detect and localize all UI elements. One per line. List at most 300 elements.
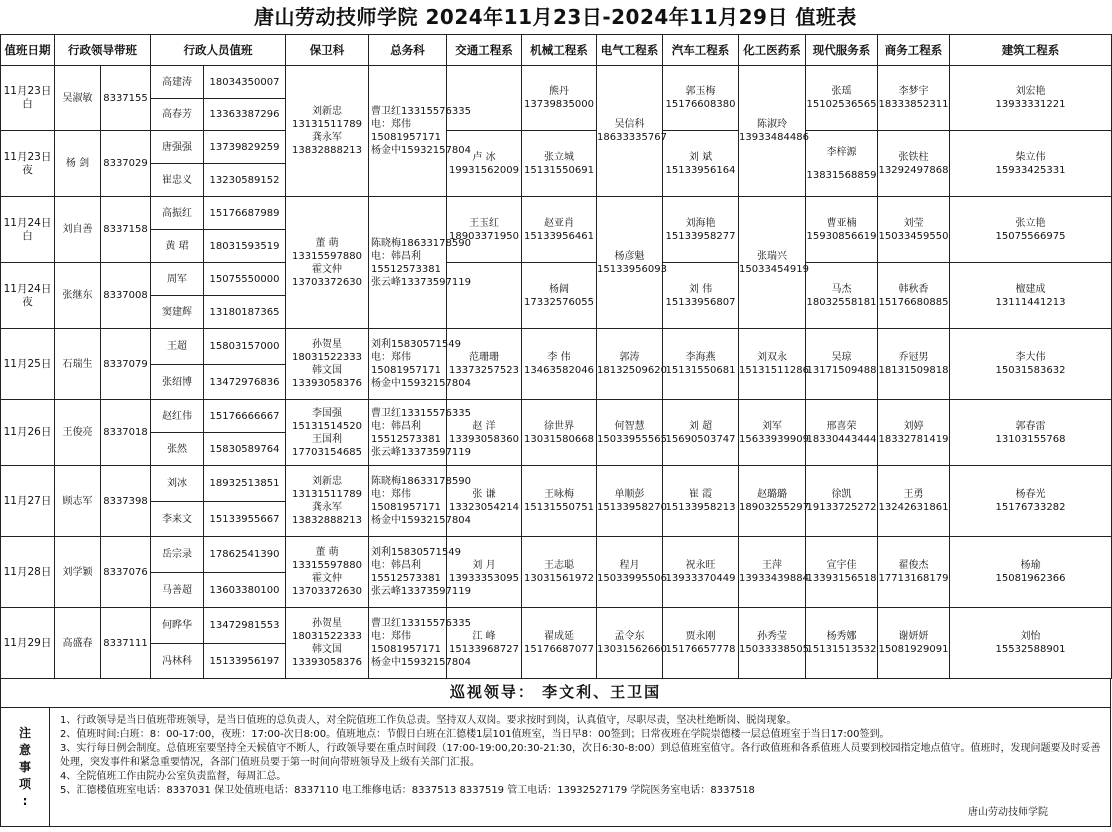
cell-line: 陈晓梅18633178590 — [371, 237, 471, 249]
cell-line: 李梓源 — [826, 146, 857, 158]
general-affairs-duty — [369, 66, 471, 197]
cell-line: 15081962366 — [995, 573, 1066, 584]
cell-line: 15131550751 — [524, 502, 594, 513]
cell-line: 11月24日 — [3, 282, 52, 295]
cell-line: 刘海艳 — [685, 217, 716, 229]
staff-name: 崔忠义 — [151, 164, 204, 197]
department-duty — [950, 537, 1112, 608]
department-duty — [950, 197, 1112, 263]
duty-date — [1, 197, 55, 263]
staff-phone: 15176666667 — [204, 400, 286, 433]
cell-line: 刘宏艳 — [1015, 86, 1046, 97]
department-duty — [522, 608, 597, 679]
cell-line: 曹卫红13315576335 — [371, 407, 471, 419]
cell-line: 崔 霞 — [688, 489, 713, 500]
cell-line: 15081957171 — [371, 502, 441, 513]
security-duty — [286, 66, 369, 197]
leader-name: 刘学颖 — [55, 537, 101, 608]
column-header: 建筑工程系 — [950, 35, 1112, 66]
column-header: 保卫科 — [286, 35, 369, 66]
staff-name: 高振红 — [151, 197, 204, 230]
column-header: 化工医药系 — [739, 35, 806, 66]
security-duty — [286, 466, 369, 537]
department-duty — [663, 466, 739, 537]
cell-line: 13933484486 — [739, 132, 809, 143]
staff-name: 冯林科 — [151, 644, 204, 679]
cell-line: 13463582046 — [524, 365, 594, 376]
cell-line: 李海燕 — [685, 352, 716, 363]
cell-line: 15176657778 — [665, 644, 736, 655]
cell-line: 曹亚楠 — [826, 217, 857, 229]
leader-phone: 8337079 — [101, 329, 151, 400]
department-duty — [663, 329, 739, 400]
cell-line: 13373257523 — [449, 365, 519, 376]
staff-phone: 13603380100 — [204, 573, 286, 608]
cell-line: 18032558181 — [806, 296, 877, 308]
staff-phone: 15830589764 — [204, 433, 286, 466]
department-duty — [950, 66, 1112, 131]
cell-line: 15133956093 — [597, 263, 667, 275]
staff-name: 周军 — [151, 263, 204, 296]
department-duty — [663, 537, 739, 608]
staff-name: 窦建辉 — [151, 296, 204, 329]
cell-line: 18333852311 — [878, 99, 949, 110]
cell-line: 孟令东 — [614, 631, 645, 642]
department-duty — [806, 608, 878, 679]
cell-line: 电：韩昌利 — [371, 420, 421, 432]
cell-line: 11月23日 — [3, 85, 52, 97]
table-row — [1, 197, 1112, 230]
cell-line: 13031562660 — [597, 644, 667, 655]
department-duty — [950, 466, 1112, 537]
cell-line: 刘利15830571549 — [371, 547, 461, 558]
cell-line: 张瑞兴 — [757, 250, 787, 262]
cell-line: 吴信科 — [614, 119, 645, 130]
cell-line: 电：韩昌利 — [371, 560, 421, 571]
leader-name: 顾志军 — [55, 466, 101, 537]
notes-label-char: : — [22, 793, 28, 808]
leader-phone: 8337008 — [101, 263, 151, 329]
security-duty — [286, 537, 369, 608]
column-header: 行政人员值班 — [151, 35, 286, 66]
cell-line: 韩秋香 — [898, 283, 929, 295]
department-duty — [878, 466, 950, 537]
department-duty — [806, 466, 878, 537]
cell-line: 15081957171 — [371, 365, 441, 376]
column-header: 行政领导带班 — [55, 35, 151, 66]
cell-line: 18903371950 — [449, 230, 519, 242]
department-duty — [950, 329, 1112, 400]
cell-line: 郭玉梅 — [685, 86, 716, 97]
cell-line: 15512573381 — [371, 263, 441, 275]
cell-line: 范珊珊 — [469, 352, 499, 363]
cell-line: 15690503747 — [665, 433, 736, 445]
cell-line: 霍文仲 — [312, 263, 342, 275]
cell-line: 赵亚肖 — [544, 217, 574, 229]
cell-line: 王玉红 — [469, 217, 499, 229]
cell-line: 杨金中15932157804 — [371, 515, 471, 526]
leader-phone: 8337018 — [101, 400, 151, 466]
cell-line: 翟成延 — [544, 631, 574, 642]
column-header: 商务工程系 — [878, 35, 950, 66]
duty-date — [1, 400, 55, 466]
cell-line: 刘利15830571549 — [371, 339, 461, 350]
cell-line: 杨阔 — [549, 283, 569, 295]
cell-line: 韩文国 — [312, 365, 342, 376]
department-duty — [522, 66, 597, 131]
cell-line: 刘 月 — [472, 560, 496, 571]
cell-line: 何智慧 — [614, 420, 645, 432]
cell-line: 15075566975 — [995, 230, 1066, 242]
department-duty — [806, 329, 878, 400]
cell-line: 13933353095 — [449, 573, 519, 584]
leader-name: 石瑞生 — [55, 329, 101, 400]
staff-name: 唐强强 — [151, 131, 204, 164]
cell-line: 15033955565 — [597, 433, 667, 445]
notes-label — [1, 708, 50, 826]
staff-phone: 15133955667 — [204, 502, 286, 537]
cell-line: 19133725272 — [806, 502, 877, 513]
cell-line: 陈淑玲 — [757, 119, 787, 130]
department-duty — [878, 608, 950, 679]
cell-line: 杨金中15932157804 — [371, 145, 471, 156]
department-duty — [878, 400, 950, 466]
security-duty — [286, 329, 369, 400]
cell-line: 13315597880 — [292, 560, 362, 571]
cell-line: 张云峰13373597119 — [371, 446, 471, 458]
department-duty — [806, 131, 878, 197]
cell-line: 江 峰 — [472, 631, 496, 642]
leader-name: 张继东 — [55, 263, 101, 329]
cell-line: 祝永旺 — [685, 560, 716, 571]
column-header: 汽车工程系 — [663, 35, 739, 66]
cell-line: 18132509620 — [597, 365, 667, 376]
table-row — [1, 537, 1112, 573]
department-duty — [739, 466, 809, 537]
department-duty — [950, 608, 1112, 679]
cell-line: 白 — [22, 229, 33, 242]
cell-line: 孙贺星 — [312, 618, 342, 629]
cell-line: 13393058376 — [292, 657, 362, 668]
cell-line: 陈晓梅18633178590 — [371, 476, 471, 487]
cell-line: 董 萌 — [315, 547, 339, 558]
cell-line: 15133956461 — [524, 230, 594, 242]
note-item: 2、值班时间:白班：8：00-17:00，夜班：17:00-次日8:00。值班地点：节假日白班在汇德楼1层101值班室，当日早8：00签到；日常夜班在学院崇德楼一层总值班室于当日17:00签到。 — [60, 729, 890, 740]
department-duty — [806, 537, 878, 608]
general-affairs-duty — [369, 537, 471, 608]
cell-line: 13242631861 — [878, 502, 949, 513]
staff-phone: 15176687989 — [204, 197, 286, 230]
general-affairs-duty — [369, 400, 471, 466]
cell-line: 张瑶 — [831, 86, 852, 97]
notes-label-char: 事 — [18, 759, 31, 774]
cell-line: 王国利 — [312, 433, 342, 445]
department-duty — [878, 263, 950, 329]
leader-name: 杨 剑 — [55, 131, 101, 197]
department-duty — [878, 197, 950, 263]
cell-line: 刘 斌 — [688, 151, 713, 163]
notes-body — [50, 708, 1110, 826]
cell-line: 17713168179 — [878, 573, 949, 584]
cell-line: 刘 伟 — [688, 283, 713, 295]
cell-line: 15176608380 — [665, 99, 736, 110]
cell-line: 杨金中15932157804 — [371, 378, 471, 389]
cell-line: 邢喜荣 — [826, 420, 857, 432]
cell-line: 19931562009 — [449, 164, 519, 176]
cell-line: 15933425331 — [995, 164, 1066, 176]
department-duty — [663, 197, 739, 263]
cell-line: 15131514520 — [292, 420, 362, 432]
cell-line: 檀建成 — [1015, 283, 1046, 295]
cell-line: 刘双永 — [757, 352, 787, 363]
cell-line: 张 谦 — [472, 489, 496, 500]
cell-line: 15176680885 — [878, 296, 949, 308]
cell-line — [806, 159, 877, 169]
staff-name: 李来文 — [151, 502, 204, 537]
cell-line: 11月25日 — [3, 357, 52, 370]
cell-line: 15633939909 — [739, 433, 809, 445]
cell-line: 龚永军 — [312, 132, 342, 143]
cell-line: 15033995506 — [597, 573, 667, 584]
footer-school-name: 唐山劳动技师学院 — [968, 807, 1048, 818]
cell-line: 13171509488 — [806, 365, 877, 376]
cell-line: 15131513532 — [806, 644, 877, 655]
staff-phone: 13180187365 — [204, 296, 286, 329]
department-duty — [522, 466, 597, 537]
cell-line: 15131511286 — [739, 365, 809, 376]
cell-line: 13832888213 — [292, 145, 362, 156]
cell-line: 卢 冰 — [472, 151, 496, 163]
cell-line: 13111441213 — [995, 296, 1066, 308]
cell-line: 15131550691 — [524, 164, 594, 176]
department-duty — [522, 263, 597, 329]
department-duty — [597, 197, 667, 329]
cell-line: 张云峰13373597119 — [371, 586, 471, 597]
duty-date — [1, 66, 55, 131]
page-title: 唐山劳动技师学院 2024年11月23日-2024年11月29日 值班表 — [254, 5, 857, 29]
patrol-leaders: 巡视领导： 李文利、王卫国 — [0, 679, 1111, 707]
cell-line: 李大伟 — [1015, 352, 1046, 363]
table-row — [1, 608, 1112, 644]
cell-line: 13703372630 — [292, 276, 362, 288]
department-duty — [597, 400, 667, 466]
duty-date — [1, 131, 55, 197]
department-duty — [447, 66, 522, 131]
cell-line: 13131511789 — [292, 489, 362, 500]
staff-phone: 17862541390 — [204, 537, 286, 573]
cell-line: 15133958277 — [665, 230, 736, 242]
cell-line: 15930856619 — [806, 230, 877, 242]
cell-line: 刘婷 — [903, 420, 924, 432]
leader-name: 高盛春 — [55, 608, 101, 679]
note-item: 3、实行每日例会制度。总值班室要坚持全天候值守不断人，行政领导要在重点时间段（17:00-19:00,20:30-21:30，次日6:30-8:00）到总值班室值守。各行政值班和各系值班人员要到校园指定地点值守。值班时，发现问题要及时妥善处理，突发事件和紧急重要情况，各部门值班员要于第一时间向带班领导及上级有关部门汇报。 — [60, 743, 1101, 768]
leader-phone: 8337076 — [101, 537, 151, 608]
cell-line: 董 萌 — [315, 237, 339, 249]
cell-line: 15176733282 — [995, 502, 1066, 513]
cell-line: 徐世界 — [544, 420, 574, 432]
department-duty — [522, 197, 597, 263]
table-row — [1, 131, 1112, 164]
cell-line: 翟俊杰 — [898, 560, 929, 571]
cell-line: 18903255297 — [739, 502, 809, 513]
staff-name: 王超 — [151, 329, 204, 365]
department-duty — [806, 197, 878, 263]
department-duty — [597, 537, 667, 608]
department-duty — [739, 537, 809, 608]
cell-line: 13315597880 — [292, 250, 362, 262]
cell-line: 孙贺星 — [312, 339, 342, 350]
department-duty — [663, 400, 739, 466]
leader-phone: 8337155 — [101, 66, 151, 131]
cell-line: 熊丹 — [549, 86, 569, 97]
column-header: 机械工程系 — [522, 35, 597, 66]
cell-line: 13393156518 — [806, 573, 877, 584]
cell-line: 15031583632 — [995, 365, 1066, 376]
cell-line: 13393058376 — [292, 378, 362, 389]
notes-label-char: 项 — [18, 776, 31, 791]
department-duty — [663, 263, 739, 329]
staff-name: 张绍博 — [151, 365, 204, 400]
department-duty — [739, 197, 809, 329]
staff-phone: 13472981553 — [204, 608, 286, 644]
department-duty — [663, 608, 739, 679]
staff-phone: 13739829259 — [204, 131, 286, 164]
cell-line: 13323054214 — [449, 502, 519, 513]
table-row — [1, 263, 1112, 296]
cell-line: 张云峰13373597119 — [371, 276, 471, 288]
duty-table — [0, 34, 1112, 679]
cell-line: 15133958270 — [597, 502, 667, 513]
cell-line: 15033454919 — [739, 263, 809, 275]
cell-line: 15133956807 — [665, 296, 736, 308]
staff-name: 何晔华 — [151, 608, 204, 644]
cell-line: 15532588901 — [995, 644, 1066, 655]
table-row — [1, 400, 1112, 433]
cell-line: 电：郑伟 — [371, 352, 411, 363]
note-item: 5、汇德楼值班室电话：8337031 保卫处值班电话：8337110 电工维修电话：8337513 8337519 管工电话：13932527179 学院医务室电话：8337518 — [60, 785, 755, 796]
security-duty — [286, 197, 369, 329]
leader-phone: 8337111 — [101, 608, 151, 679]
cell-line: 张铁柱 — [898, 151, 929, 163]
cell-line: 刘 超 — [688, 420, 713, 432]
cell-line: 11月27日 — [3, 494, 52, 507]
department-duty — [597, 66, 667, 197]
department-duty — [739, 400, 809, 466]
leader-name: 王俊亮 — [55, 400, 101, 466]
cell-line: 15176687077 — [524, 644, 594, 655]
staff-phone: 18034350007 — [204, 66, 286, 99]
department-duty — [739, 329, 809, 400]
department-duty — [950, 263, 1112, 329]
staff-phone: 13363387296 — [204, 99, 286, 131]
department-duty — [447, 131, 522, 197]
cell-line: 11月29日 — [3, 636, 52, 649]
cell-line: 夜 — [22, 295, 33, 308]
cell-line: 电：韩昌利 — [371, 250, 421, 262]
table-row — [1, 329, 1112, 365]
cell-line: 17703154685 — [292, 446, 362, 458]
general-affairs-duty — [369, 466, 471, 537]
cell-line: 白 — [22, 98, 33, 110]
staff-name: 张然 — [151, 433, 204, 466]
department-duty — [806, 66, 878, 131]
cell-line: 刘莹 — [903, 217, 924, 229]
table-header-row — [1, 35, 1112, 66]
cell-line: 曹卫红13315576335 — [371, 106, 471, 117]
cell-line: 13031580668 — [524, 433, 594, 445]
cell-line: 15133958213 — [665, 502, 736, 513]
cell-line: 李 伟 — [547, 352, 571, 363]
duty-date — [1, 608, 55, 679]
department-duty — [522, 400, 597, 466]
cell-line: 11月26日 — [3, 426, 52, 438]
duty-date — [1, 263, 55, 329]
cell-line: 张立艳 — [1015, 217, 1046, 229]
general-affairs-duty — [369, 197, 471, 329]
cell-line: 刘军 — [762, 420, 782, 432]
leader-phone: 8337398 — [101, 466, 151, 537]
cell-line: 18330443444 — [806, 433, 877, 445]
table-row — [1, 466, 1112, 502]
cell-line: 11月24日 — [3, 216, 52, 229]
note-item: 4、全院值班工作由院办公室负责监督，每周汇总。 — [60, 771, 287, 782]
cell-line: 宣宇佳 — [826, 560, 857, 571]
cell-line: 韩文国 — [312, 644, 342, 655]
security-duty — [286, 608, 369, 679]
staff-name: 高建涛 — [151, 66, 204, 99]
cell-line: 13739835000 — [524, 99, 594, 110]
notes-label-char: 意 — [18, 742, 31, 757]
staff-phone: 18932513851 — [204, 466, 286, 502]
cell-line: 李梦宇 — [898, 86, 929, 97]
department-duty — [663, 66, 739, 131]
staff-name: 岳宗录 — [151, 537, 204, 573]
cell-line: 杨春光 — [1015, 489, 1046, 500]
cell-line: 18131509818 — [878, 365, 949, 376]
department-duty — [878, 131, 950, 197]
cell-line: 11月23日 — [3, 150, 52, 163]
cell-line: 孙秀莹 — [757, 631, 787, 642]
cell-line: 13031561972 — [524, 573, 594, 584]
cell-line: 13831568859 — [806, 169, 877, 181]
column-header: 值班日期 — [1, 35, 55, 66]
note-item: 1、行政领导是当日值班带班领导，是当日值班的总负责人，对全院值班工作负总责。坚持双人双岗。要求按时到岗，认真值守，尽职尽责，坚决杜绝断岗、脱岗现象。 — [60, 715, 797, 726]
cell-line: 王勇 — [903, 489, 924, 500]
leader-phone: 8337158 — [101, 197, 151, 263]
department-duty — [597, 329, 667, 400]
column-header: 交通工程系 — [447, 35, 522, 66]
cell-line: 吴琼 — [831, 352, 852, 363]
notes-label-char: 注 — [18, 725, 31, 740]
general-affairs-duty — [369, 329, 471, 400]
department-duty — [878, 66, 950, 131]
cell-line: 11月28日 — [3, 565, 52, 578]
department-duty — [522, 537, 597, 608]
cell-line: 18031522333 — [292, 631, 362, 642]
cell-line: 15033338505 — [739, 644, 809, 655]
department-duty — [739, 66, 809, 197]
cell-line: 13131511789 — [292, 119, 362, 130]
cell-line: 曹卫红13315576335 — [371, 618, 471, 629]
duty-date — [1, 329, 55, 400]
cell-line: 赵璐璐 — [757, 489, 787, 500]
cell-line: 13832888213 — [292, 515, 362, 526]
department-duty — [663, 131, 739, 197]
cell-line: 电：郑伟 — [371, 119, 411, 130]
cell-line: 15033459550 — [878, 230, 949, 242]
cell-line: 15133968727 — [449, 644, 519, 655]
notes-section — [0, 707, 1111, 827]
